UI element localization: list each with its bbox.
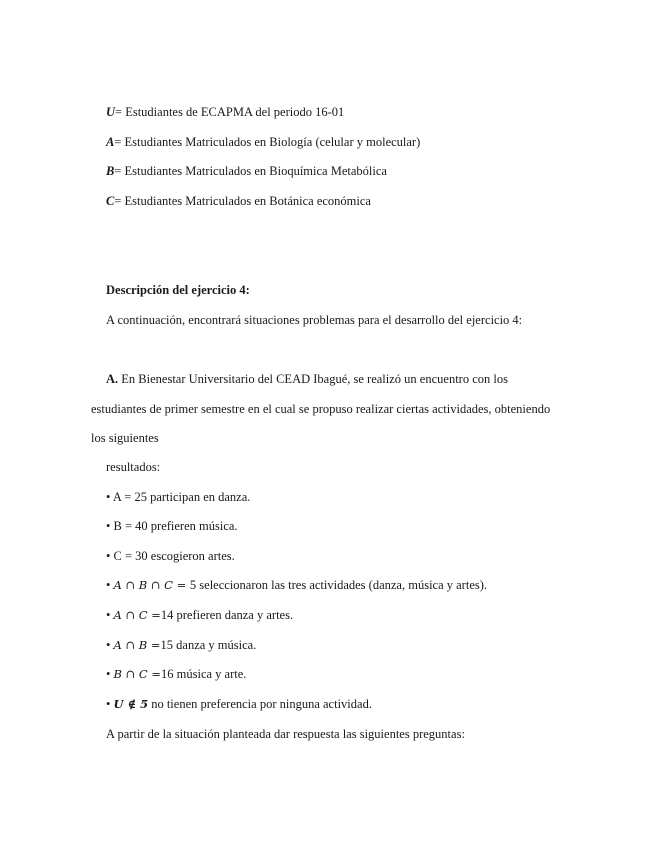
definition-a-text: = Estudiantes Matriculados en Biología (celular y molecular) bbox=[114, 135, 421, 149]
result-item-4 bbox=[106, 577, 487, 593]
bullet: • bbox=[106, 578, 111, 592]
problem-line-4: resultados: bbox=[106, 460, 161, 474]
definition-b-text: = Estudiantes Matriculados en Bioquímica Metabólica bbox=[114, 164, 387, 178]
problem-line-2: estudiantes de primer semestre en el cual se propuso realizar ciertas actividades, obteniendo bbox=[91, 402, 551, 416]
result-item-7 bbox=[106, 666, 246, 682]
result-math: A ∩ C = bbox=[113, 608, 161, 622]
result-text: 16 música y arte. bbox=[161, 667, 247, 681]
result-text: B = 40 prefieren música. bbox=[113, 519, 238, 533]
definition-a bbox=[106, 134, 420, 150]
result-text: no tienen preferencia por ninguna actividad. bbox=[148, 697, 372, 711]
bullet: • bbox=[106, 608, 111, 622]
result-text: C = 30 escogieron artes. bbox=[113, 549, 235, 563]
exercise-intro: A continuación, encontrará situaciones problemas para el desarrollo del ejercicio 4: bbox=[106, 313, 523, 327]
problem-line-3: los siguientes bbox=[91, 431, 159, 445]
symbol-u: U bbox=[106, 105, 116, 119]
definition-c-text: = Estudiantes Matriculados en Botánica económica bbox=[114, 194, 371, 208]
result-math: B ∩ C = bbox=[113, 667, 162, 681]
closing-question: A partir de la situación planteada dar respuesta las siguientes preguntas: bbox=[106, 727, 465, 741]
bullet: • bbox=[106, 549, 111, 563]
result-item-3 bbox=[106, 548, 235, 564]
definition-b bbox=[106, 163, 387, 179]
result-item-5 bbox=[106, 607, 293, 623]
result-text: 5 seleccionaron las tres actividades (danza, música y artes). bbox=[189, 578, 488, 592]
symbol-a: A bbox=[106, 135, 115, 149]
definition-u bbox=[106, 104, 344, 120]
result-math: U ∉ 5 bbox=[113, 697, 149, 711]
problem-line-1 bbox=[106, 371, 508, 387]
exercise-heading: Descripción del ejercicio 4: bbox=[106, 283, 250, 297]
result-item-1 bbox=[106, 489, 250, 505]
bullet: • bbox=[106, 519, 111, 533]
definition-c bbox=[106, 193, 371, 209]
result-math: A ∩ B ∩ C = bbox=[113, 578, 190, 592]
result-math: A ∩ B = bbox=[113, 638, 161, 652]
result-text: A = 25 participan en danza. bbox=[112, 490, 251, 504]
result-item-8 bbox=[106, 696, 372, 712]
problem-label: A. bbox=[106, 372, 119, 386]
problem-line-1-text: En Bienestar Universitario del CEAD Ibagué, se realizó un encuentro con los bbox=[118, 372, 508, 386]
result-item-6 bbox=[106, 637, 256, 653]
bullet: • bbox=[106, 667, 111, 681]
result-text: 14 prefieren danza y artes. bbox=[160, 608, 294, 622]
result-item-2 bbox=[106, 518, 238, 534]
result-text: 15 danza y música. bbox=[160, 638, 257, 652]
bullet: • bbox=[106, 697, 111, 711]
definition-u-text: = Estudiantes de ECAPMA del periodo 16-01 bbox=[115, 105, 345, 119]
symbol-b: B bbox=[106, 164, 115, 178]
symbol-c: C bbox=[106, 194, 115, 208]
bullet: • bbox=[106, 490, 111, 504]
bullet: • bbox=[106, 638, 111, 652]
